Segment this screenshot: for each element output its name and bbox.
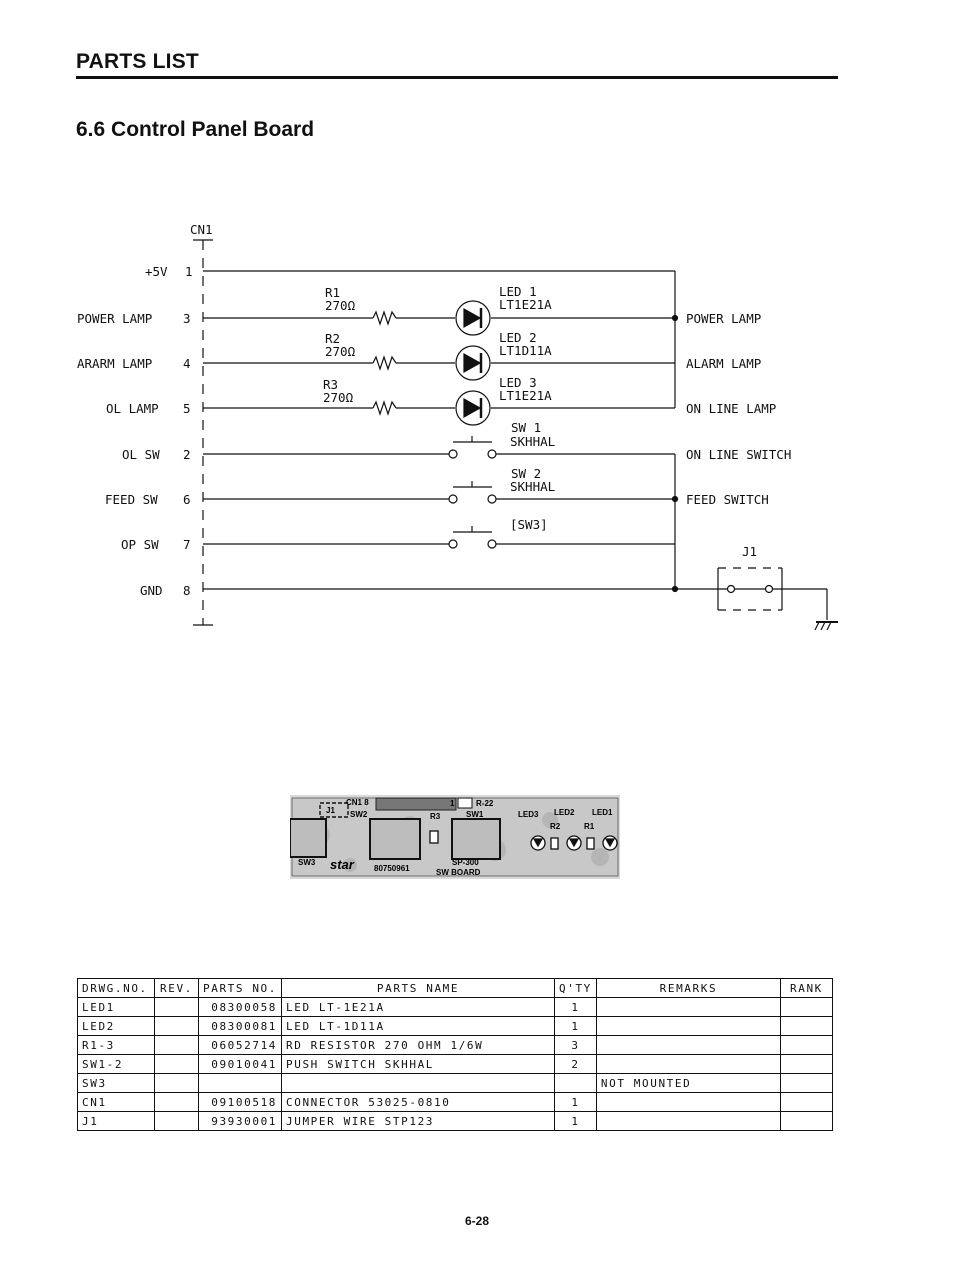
pin-number: 7 <box>183 537 191 552</box>
parts-table <box>77 978 833 1131</box>
cell-partno: 93930001 <box>199 1112 282 1131</box>
table-row <box>78 998 833 1017</box>
col-header-remarks: REMARKS <box>596 979 780 998</box>
pin-label: OP SW <box>121 537 159 552</box>
board-label-sw2: SW2 <box>350 810 368 819</box>
cell-qty: 1 <box>555 1017 597 1036</box>
switch-ref: SW 2 <box>511 466 542 481</box>
cell-name <box>282 1074 555 1093</box>
pin-label: FEED SW <box>105 492 158 507</box>
pin-label: POWER LAMP <box>77 311 153 326</box>
cell-name: LED LT-1D11A <box>282 1017 555 1036</box>
pin-number: 5 <box>183 401 191 416</box>
switch-ref: [SW3] <box>510 517 548 532</box>
output-label: ALARM LAMP <box>686 356 762 371</box>
cell-qty: 1 <box>555 1112 597 1131</box>
header-title: PARTS LIST <box>76 50 199 73</box>
resistor-value: 270Ω <box>325 298 356 313</box>
cell-rank <box>780 1112 832 1131</box>
cell-rev <box>155 1017 199 1036</box>
cell-remarks <box>596 1036 780 1055</box>
board-label-r22: R-22 <box>476 799 494 808</box>
board-label-cn1: CN1 8 <box>346 798 369 807</box>
cell-partno: 08300081 <box>199 1017 282 1036</box>
resistor-ref: R1 <box>325 285 341 300</box>
cell-rank <box>780 1036 832 1055</box>
table-row <box>78 1074 833 1093</box>
cell-qty: 1 <box>555 1093 597 1112</box>
board-label-name: SW BOARD <box>436 868 481 877</box>
cell-rev <box>155 1112 199 1131</box>
resistor-ref: R3 <box>323 377 339 392</box>
pin-number: 6 <box>183 492 191 507</box>
board-label-r1: R1 <box>584 822 595 831</box>
col-header-partno: PARTS NO. <box>199 979 282 998</box>
cell-partno: 09010041 <box>199 1055 282 1074</box>
cell-qty: 1 <box>555 998 597 1017</box>
page-number: 6-28 <box>464 1214 490 1228</box>
pin-number: 2 <box>183 447 191 462</box>
table-header-row <box>78 979 833 998</box>
cell-name: CONNECTOR 53025-0810 <box>282 1093 555 1112</box>
board-label-led1: LED1 <box>592 808 613 817</box>
connector-label: CN1 <box>190 222 213 237</box>
jumper-label: J1 <box>742 544 758 559</box>
board-logo: star <box>330 857 354 872</box>
pin-number: 3 <box>183 311 191 326</box>
led-part: LT1E21A <box>499 388 552 403</box>
pin-number: 4 <box>183 356 191 371</box>
pin-label: ARARM LAMP <box>77 356 153 371</box>
output-label: FEED SWITCH <box>686 492 769 507</box>
cell-drwg: CN1 <box>78 1093 155 1112</box>
cell-qty: 2 <box>555 1055 597 1074</box>
col-header-name: PARTS NAME <box>282 979 555 998</box>
board-label-model: SP-300 <box>452 858 479 867</box>
led-part: LT1D11A <box>499 343 552 358</box>
table-row <box>78 1036 833 1055</box>
cell-partno: 09100518 <box>199 1093 282 1112</box>
resistor-value: 270Ω <box>325 344 356 359</box>
cell-rank <box>780 1055 832 1074</box>
cell-drwg: LED1 <box>78 998 155 1017</box>
pin-number: 8 <box>183 583 191 598</box>
pin-label: +5V <box>145 264 168 279</box>
cell-rank <box>780 1093 832 1112</box>
pin-label: OL LAMP <box>106 401 159 416</box>
cell-partno: 08300058 <box>199 998 282 1017</box>
cell-rev <box>155 1036 199 1055</box>
board-label-r3: R3 <box>430 812 441 821</box>
board-label-pin1: 1 <box>450 799 455 808</box>
board-label-led3: LED3 <box>518 810 539 819</box>
col-header-rank: RANK <box>780 979 832 998</box>
led-ref: LED 1 <box>499 284 537 299</box>
cell-remarks <box>596 998 780 1017</box>
pin-label: OL SW <box>122 447 160 462</box>
output-label: ON LINE SWITCH <box>686 447 792 462</box>
cell-qty: 3 <box>555 1036 597 1055</box>
cell-drwg: J1 <box>78 1112 155 1131</box>
table-row <box>78 1093 833 1112</box>
switch-part: SKHHAL <box>510 479 556 494</box>
pin-label: GND <box>140 583 163 598</box>
led-ref: LED 3 <box>499 375 537 390</box>
cell-qty <box>555 1074 597 1093</box>
board-label-pcb-no: 80750961 <box>374 864 410 873</box>
cell-drwg: SW3 <box>78 1074 155 1093</box>
cell-name: JUMPER WIRE STP123 <box>282 1112 555 1131</box>
cell-rev <box>155 1093 199 1112</box>
switch-part: SKHHAL <box>510 434 556 449</box>
cell-rev <box>155 1074 199 1093</box>
cell-remarks <box>596 1112 780 1131</box>
cell-partno <box>199 1074 282 1093</box>
cell-remarks <box>596 1055 780 1074</box>
led-ref: LED 2 <box>499 330 537 345</box>
table-row <box>78 1017 833 1036</box>
cell-drwg: R1-3 <box>78 1036 155 1055</box>
board-label-led2: LED2 <box>554 808 575 817</box>
cell-name: LED LT-1E21A <box>282 998 555 1017</box>
resistor-value: 270Ω <box>323 390 354 405</box>
output-label: POWER LAMP <box>686 311 762 326</box>
col-header-drwg: DRWG.NO. <box>78 979 155 998</box>
output-label: ON LINE LAMP <box>686 401 777 416</box>
cell-drwg: SW1-2 <box>78 1055 155 1074</box>
cell-remarks <box>596 1017 780 1036</box>
table-row <box>78 1055 833 1074</box>
resistor-ref: R2 <box>325 331 341 346</box>
col-header-qty: Q'TY <box>555 979 597 998</box>
cell-rev <box>155 1055 199 1074</box>
board-label-j1: J1 <box>326 806 335 815</box>
cell-rank <box>780 1017 832 1036</box>
pin-number: 1 <box>185 264 193 279</box>
section-title: 6.6 Control Panel Board <box>76 118 315 141</box>
col-header-rev: REV. <box>155 979 199 998</box>
cell-remarks <box>596 1093 780 1112</box>
board-label-sw1: SW1 <box>466 810 484 819</box>
table-row <box>78 1112 833 1131</box>
board-label-r2: R2 <box>550 822 561 831</box>
cell-rank <box>780 1074 832 1093</box>
cell-partno: 06052714 <box>199 1036 282 1055</box>
cell-name: RD RESISTOR 270 OHM 1/6W <box>282 1036 555 1055</box>
cell-name: PUSH SWITCH SKHHAL <box>282 1055 555 1074</box>
led-part: LT1E21A <box>499 297 552 312</box>
board-label-sw3: SW3 <box>298 858 316 867</box>
cell-remarks: NOT MOUNTED <box>596 1074 780 1093</box>
cell-drwg: LED2 <box>78 1017 155 1036</box>
board-layout-image <box>290 795 620 879</box>
cell-rev <box>155 998 199 1017</box>
switch-ref: SW 1 <box>511 420 542 435</box>
cell-rank <box>780 998 832 1017</box>
